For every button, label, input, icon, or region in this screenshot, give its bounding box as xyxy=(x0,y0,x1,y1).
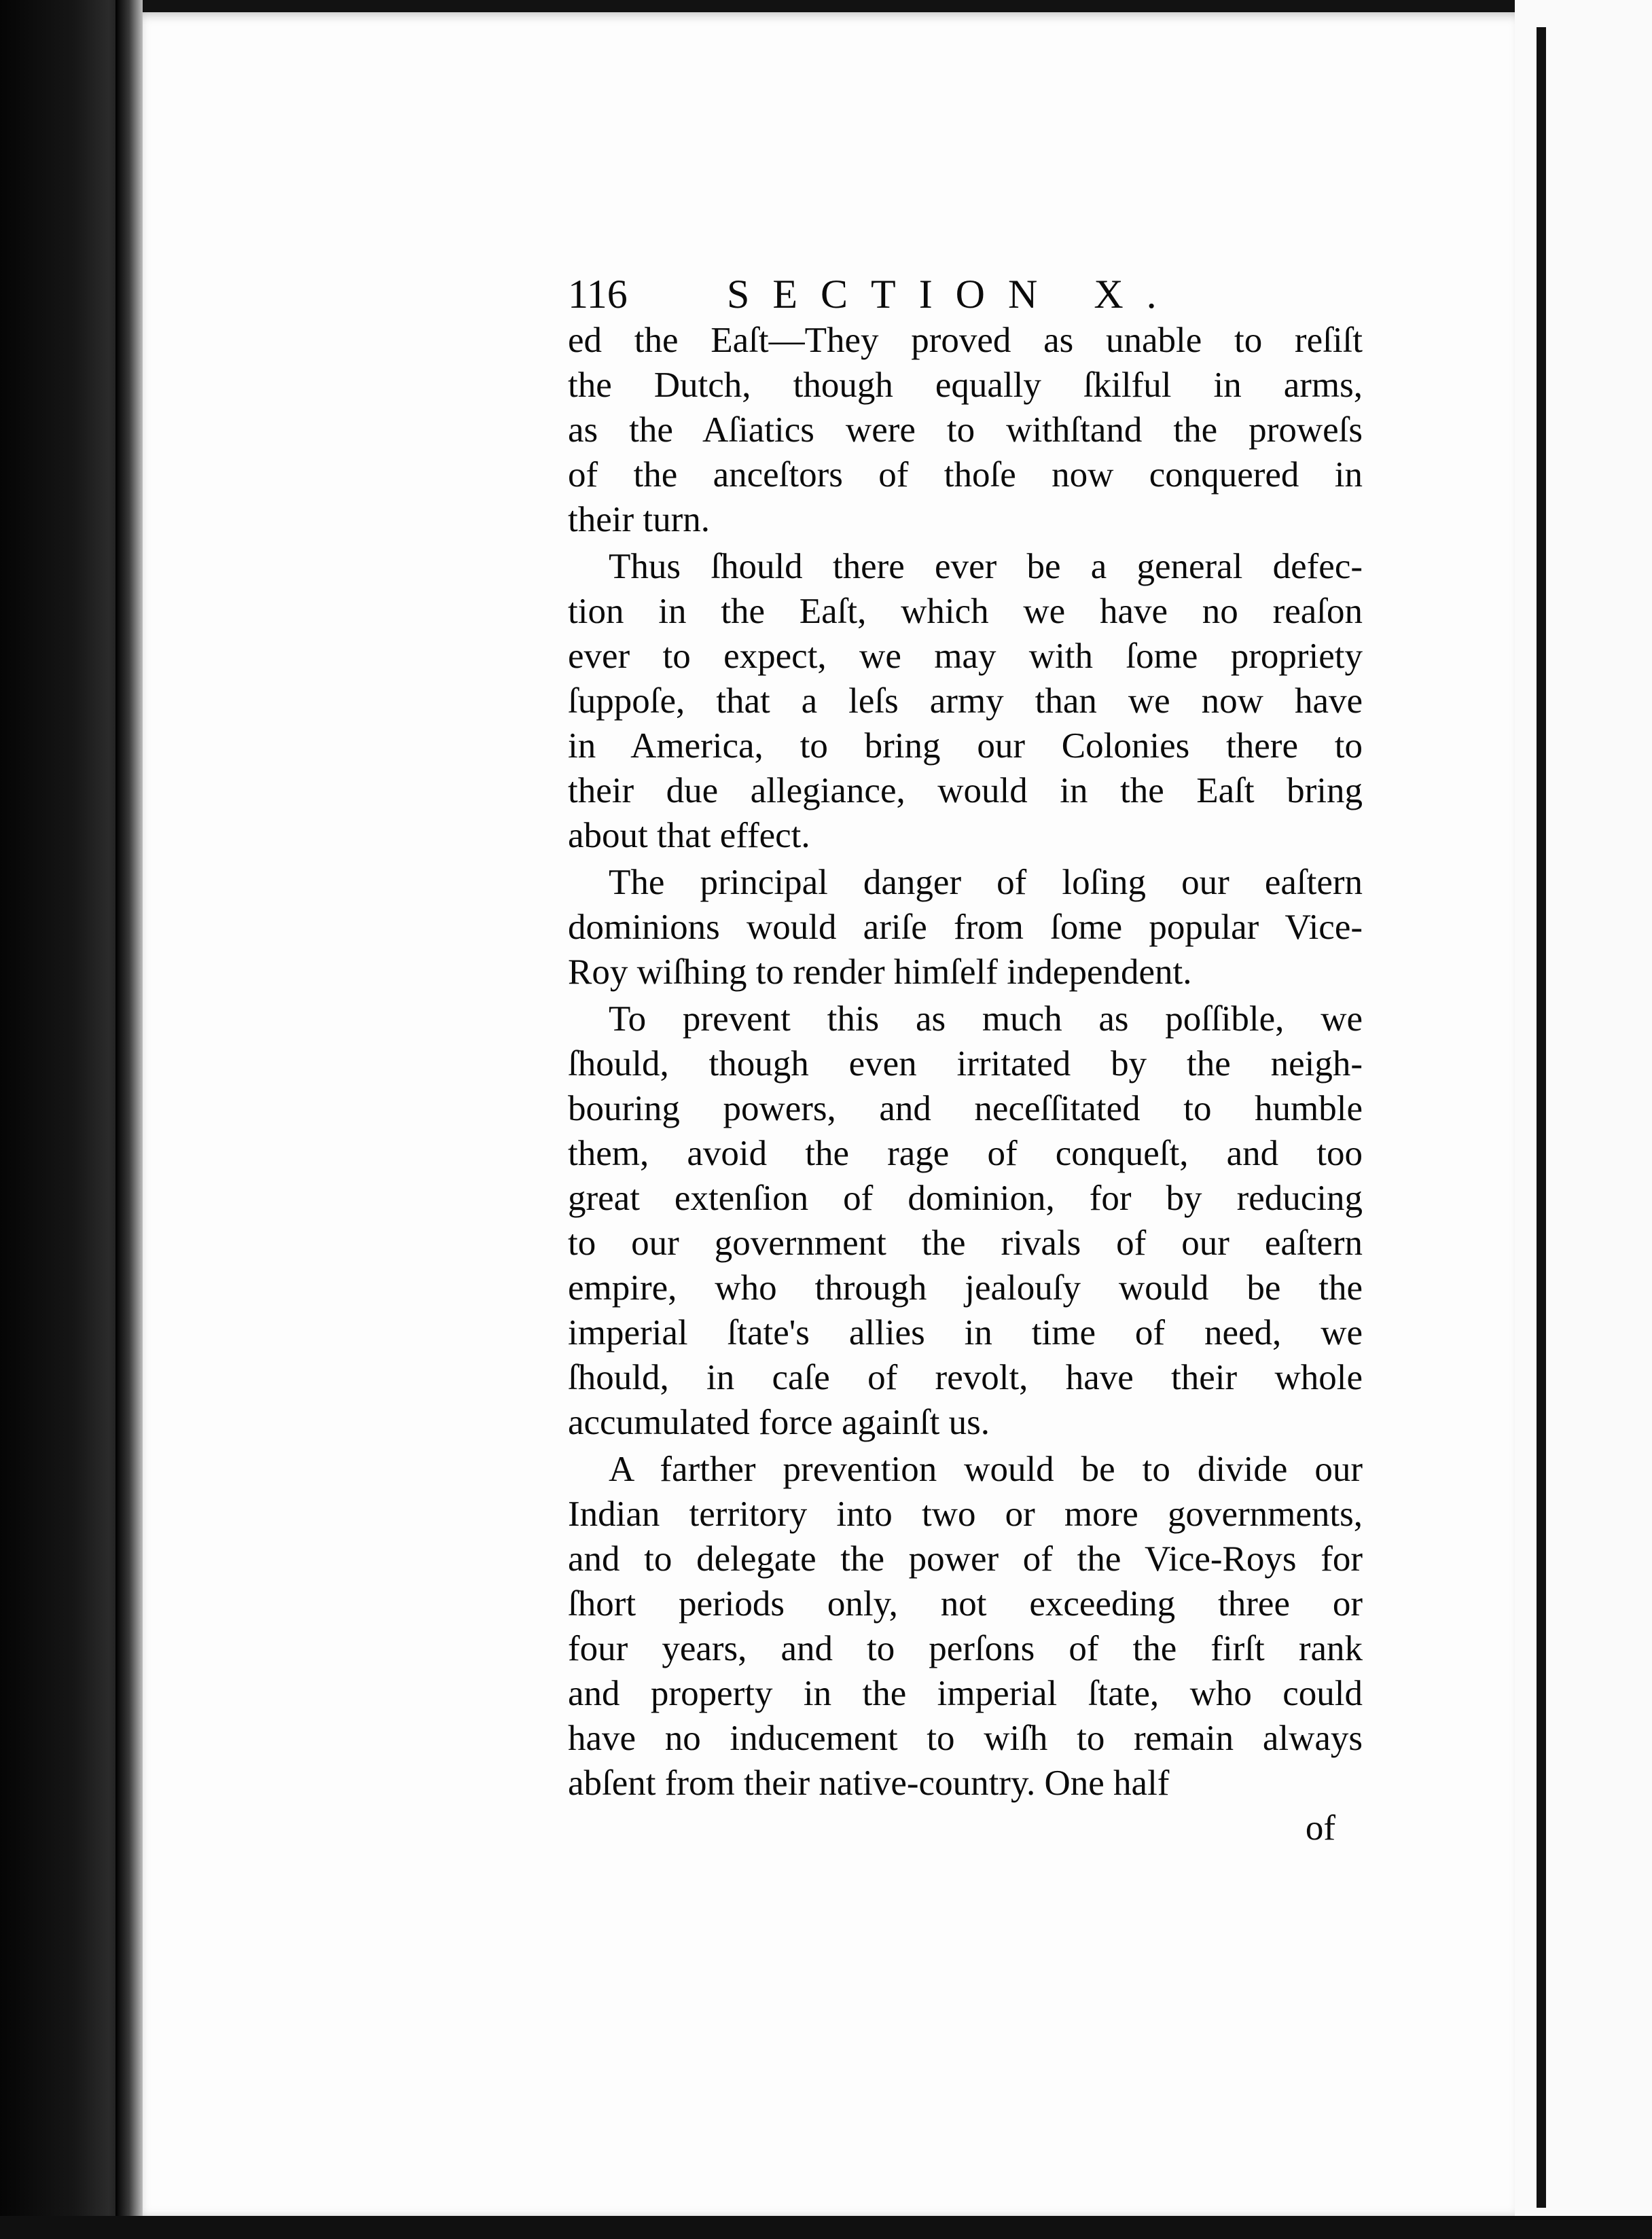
text-line: ſhould, in caſe of revolt, have their whole xyxy=(568,1358,1363,1397)
text-line: Roy wiſhing to render himſelf independent. xyxy=(568,952,1192,992)
text-line: Indian territory into two or more governments, xyxy=(568,1494,1363,1534)
text-line: dominions would ariſe from ſome popular Vice- xyxy=(568,908,1363,947)
text-line: have no inducement to wiſh to remain always xyxy=(568,1719,1363,1758)
paragraph xyxy=(568,544,1363,858)
page-right-edge-line xyxy=(1537,27,1546,2208)
catchword: of xyxy=(1305,1808,1335,1848)
text-line: A farther prevention would be to divide our xyxy=(609,1450,1363,1489)
text-line: and to delegate the power of the Vice-Roys for xyxy=(568,1539,1363,1579)
text-line: about that effect. xyxy=(568,816,810,855)
scan-right-margin xyxy=(1515,0,1652,2239)
paragraph xyxy=(568,1447,1363,1806)
text-line: Thus ſhould there ever be a general defec- xyxy=(609,547,1363,586)
text-line: empire, who through jealouſy would be the xyxy=(568,1268,1363,1308)
scan-top-border xyxy=(129,0,1652,12)
section-title: SECTION X. xyxy=(727,272,1180,317)
text-line: accumulated force againſt us. xyxy=(568,1403,990,1442)
text-line: their turn. xyxy=(568,500,710,539)
text-line: tion in the Eaſt, which we have no reaſon xyxy=(568,592,1363,631)
text-line: of the anceſtors of thoſe now conquered in xyxy=(568,455,1363,495)
text-line: and property in the imperial ſtate, who could xyxy=(568,1674,1363,1713)
text-line: the Dutch, though equally ſkilful in arms, xyxy=(568,365,1363,405)
text-line: ed the Eaſt—They proved as unable to reſiſt xyxy=(568,321,1363,360)
text-line: to our government the rivals of our eaſtern xyxy=(568,1223,1363,1263)
paragraph xyxy=(568,860,1363,995)
text-line: great extenſion of dominion, for by reducing xyxy=(568,1179,1363,1218)
text-line: ſuppoſe, that a leſs army than we now have xyxy=(568,681,1363,721)
text-line: four years, and to perſons of the firſt rank xyxy=(568,1629,1363,1668)
text-line: ſhort periods only, not exceeding three or xyxy=(568,1584,1363,1624)
scan-bottom-border xyxy=(0,2216,1652,2239)
paragraph xyxy=(568,318,1363,542)
text-line: imperial ſtate's allies in time of need, we xyxy=(568,1313,1363,1353)
page-gutter-shadow xyxy=(115,0,143,2239)
page-number: 116 xyxy=(568,272,628,317)
text-line: To prevent this as much as poſſible, we xyxy=(609,999,1363,1039)
text-line: The principal danger of loſing our eaſtern xyxy=(609,863,1363,902)
text-line: their due allegiance, would in the Eaſt bring xyxy=(568,771,1363,810)
body-text xyxy=(568,318,1363,1806)
text-line: as the Aſiatics were to withſtand the proweſs xyxy=(568,410,1363,450)
paragraph xyxy=(568,997,1363,1445)
text-line: ſhould, though even irritated by the neigh- xyxy=(568,1044,1363,1083)
running-head xyxy=(568,270,1363,318)
text-line: abſent from their native-country. One half xyxy=(568,1763,1170,1803)
text-line: in America, to bring our Colonies there to xyxy=(568,726,1363,766)
page-text xyxy=(568,270,1363,1850)
text-line: them, avoid the rage of conqueſt, and too xyxy=(568,1134,1363,1173)
text-line: bouring powers, and neceſſitated to humble xyxy=(568,1089,1363,1128)
text-line: ever to expect, we may with ſome propriety xyxy=(568,637,1363,676)
